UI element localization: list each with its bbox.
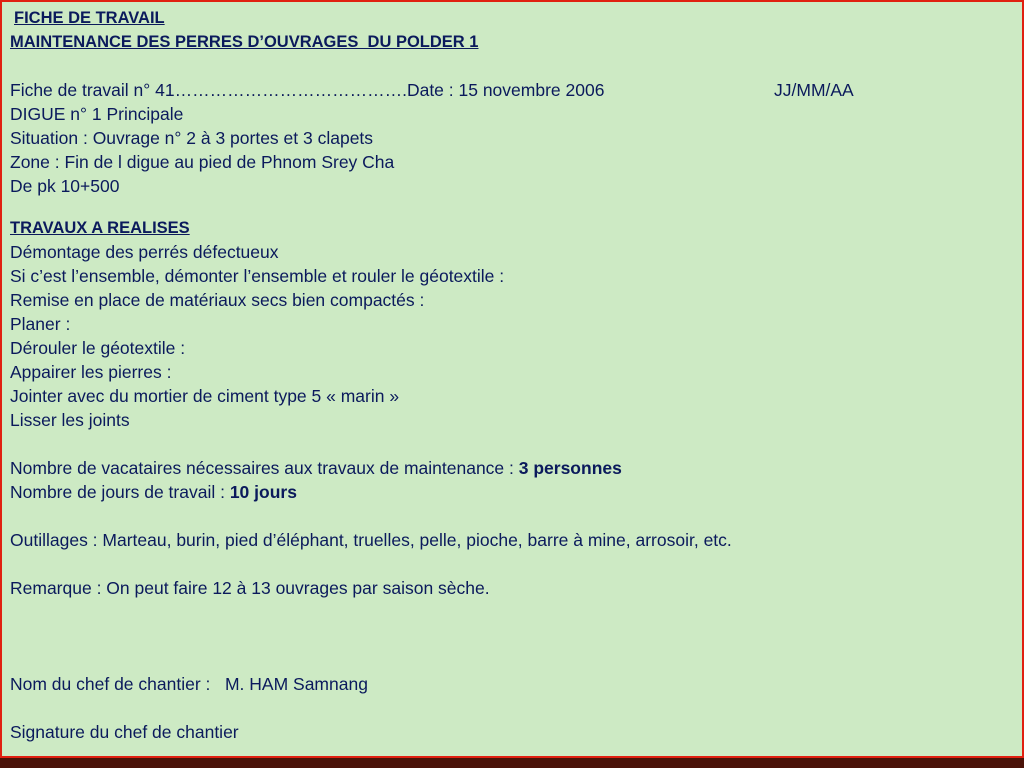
- vacataires-line: [10, 456, 1014, 480]
- jours-label: Nombre de jours de travail :: [10, 482, 230, 502]
- outillages-line: Outillages : Marteau, burin, pied d’éléphant, truelles, pelle, pioche, barre à mine, arrosoir, etc.: [10, 530, 732, 550]
- chef-name-line: Nom du chef de chantier : M. HAM Samnang: [10, 674, 368, 694]
- fiche-number-line: [10, 78, 1014, 102]
- situation-line: Situation : Ouvrage n° 2 à 3 portes et 3 clapets: [10, 128, 374, 148]
- digue-line: DIGUE n° 1 Principale: [10, 104, 184, 124]
- jours-line: [10, 480, 1014, 504]
- zone-line: Zone : Fin de l digue au pied de Phnom Srey Cha: [10, 152, 395, 172]
- jours-value: 10 jours: [229, 482, 297, 502]
- travaux-item: Démontage des perrés défectueux: [10, 242, 279, 262]
- travaux-item: Jointer avec du mortier de ciment type 5 « marin »: [10, 386, 400, 406]
- signature-line: Signature du chef de chantier: [10, 722, 239, 742]
- travaux-item: Remise en place de matériaux secs bien compactés :: [10, 290, 425, 310]
- vacataires-label: Nombre de vacataires nécessaires aux travaux de maintenance :: [10, 458, 519, 478]
- travaux-item: Lisser les joints: [10, 410, 130, 430]
- travaux-item: Dérouler le géotextile :: [10, 338, 186, 358]
- sheet-subtitle: MAINTENANCE DES PERRES D’OUVRAGES DU POLDER 1: [10, 33, 479, 51]
- travaux-heading: TRAVAUX A REALISES: [10, 219, 190, 237]
- travaux-item: Si c’est l’ensemble, démonter l’ensemble et rouler le géotextile :: [10, 266, 505, 286]
- travaux-item: Appairer les pierres :: [10, 362, 172, 382]
- vacataires-value: 3 personnes: [518, 458, 622, 478]
- sheet-title: FICHE DE TRAVAIL: [14, 9, 165, 27]
- work-sheet-content: [10, 6, 1014, 744]
- fiche-number-text: Fiche de travail n° 41………………………………….Date : 15 novembre 2006: [10, 80, 605, 100]
- pk-line: De pk 10+500: [10, 176, 120, 196]
- travaux-item: Planer :: [10, 314, 71, 334]
- bottom-bar: [0, 758, 1024, 768]
- date-format: JJ/MM/AA: [774, 80, 854, 100]
- remarque-line: Remarque : On peut faire 12 à 13 ouvrages par saison sèche.: [10, 578, 490, 598]
